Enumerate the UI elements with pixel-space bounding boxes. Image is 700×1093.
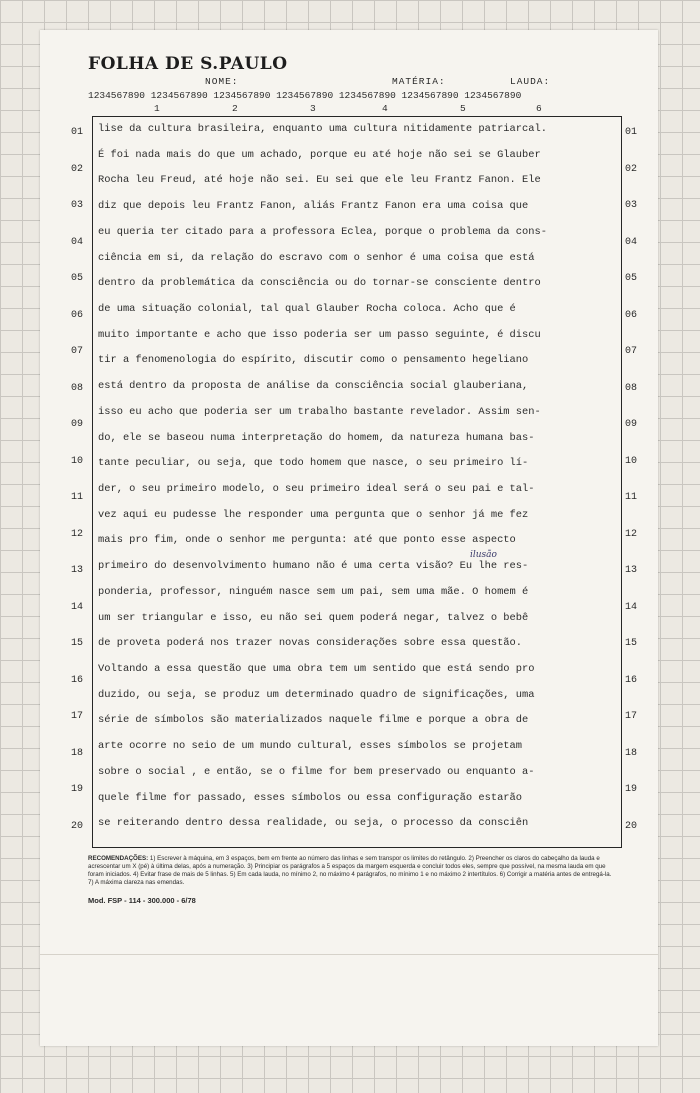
- typed-text-line: dentro da problemática da consciência ou do tornar-se consciente dentro: [98, 277, 541, 290]
- line-number-right: 06: [624, 309, 637, 321]
- line-number-left: 16: [70, 674, 83, 686]
- typed-text-line: Rocha leu Freud, até hoje não sei. Eu sei que ele leu Frantz Fanon. Ele: [98, 174, 541, 187]
- line-number-left: 09: [70, 419, 83, 431]
- line-number-left: 17: [70, 711, 83, 723]
- line-number-right: 19: [624, 784, 637, 796]
- line-number-left: 07: [70, 346, 83, 358]
- typed-text-line: isso eu acho que poderia ser um trabalho bastante revelador. Assim sen-: [98, 405, 541, 418]
- typed-text-line: tir a fenomenologia do espírito, discutir como o pensamento hegeliano: [98, 354, 529, 367]
- typed-text-line: der, o seu primeiro modelo, o seu primeiro ideal será o seu pai e tal-: [98, 483, 535, 495]
- typed-text-line: ponderia, professor, ninguém nasce sem um pai, sem uma mãe. O homem é: [98, 585, 529, 598]
- line-number-left: 05: [70, 273, 83, 285]
- materia-label: MATÉRIA:: [392, 76, 446, 87]
- handwritten-correction: ilusão: [470, 550, 497, 560]
- column-ruler: 1234567890 1234567890 1234567890 1234567890 1234567890 1234567890 1234567890: [88, 90, 522, 101]
- line-number-left: 19: [70, 784, 83, 796]
- line-number-left: 12: [70, 528, 83, 540]
- line-number-left: 08: [70, 382, 83, 394]
- line-number-left: 10: [70, 455, 83, 467]
- line-number-right: 15: [624, 638, 637, 650]
- typed-text-line: muito importante e acho que isso poderia ser um passo seguinte, é discu: [98, 328, 541, 341]
- newspaper-brand: FOLHA DE S.PAULO: [88, 54, 288, 74]
- line-number-left: 11: [70, 492, 83, 504]
- line-number-left: 14: [70, 601, 83, 613]
- line-number-right: 04: [624, 236, 637, 248]
- typed-text-line: lise da cultura brasileira, enquanto uma cultura nitidamente patriarcal.: [98, 123, 547, 135]
- paper-fold-line: [40, 954, 658, 955]
- typed-text-line: um ser triangular e isso, eu não sei quem poderá negar, talvez o bebê: [98, 611, 529, 624]
- typed-text-line: vez aqui eu pudesse lhe responder uma pergunta que o senhor já me fez: [98, 508, 529, 521]
- typed-text-line: primeiro do desenvolvimento humano não é uma certa visão? Eu lhe res-: [98, 560, 529, 573]
- typed-text-line: sobre o social , e então, se o filme for bem preservado ou enquanto a-: [98, 765, 535, 778]
- typed-text-line: de proveta poderá nos trazer novas considerações sobre essa questão.: [98, 637, 523, 650]
- line-number-right: 13: [624, 565, 637, 577]
- recommendations-text: 1) Escrever à máquina, em 3 espaços, bem em frente ao número das linhas e sem transpor os limites do retângulo. 2) Preencher os claros do cabeçalho da lauda e acrescentar um X (pé) à última delas, após a numeração. 3) Principiar os parágrafos a 5 espaços da margem esquerda e concluir todos eles, sempre que possível, na mesma lauda em que foram iniciados. 4) Evitar frase de mais de 5 linhas. 5) Em cada lauda, no mínimo 2, no máximo 4 parágrafos, no mínimo 1 e no máximo 2 intertítulos. 6) Corrigir a matéria antes de entregá-la. 7) A máxima clareza nas emendas.: [88, 855, 612, 886]
- form-code: Mod. FSP - 114 - 300.000 - 6/78: [88, 896, 196, 905]
- typed-text-line: está dentro da proposta de análise da consciência social glauberiana,: [98, 380, 529, 393]
- line-number-right: 10: [624, 455, 637, 467]
- typed-text-line: eu queria ter citado para a professora Eclea, porque o problema da cons-: [98, 225, 547, 238]
- line-number-left: 13: [70, 565, 83, 577]
- line-number-right: 18: [624, 747, 637, 759]
- typed-text-line: Voltando a essa questão que uma obra tem um sentido que está sendo pro: [98, 663, 535, 675]
- line-number-right: 17: [624, 711, 637, 723]
- line-number-right: 14: [624, 601, 637, 613]
- typed-text-line: ciência em si, da relação do escravo com o senhor é uma coisa que está: [98, 251, 535, 264]
- line-number-left: 20: [70, 820, 83, 832]
- ruler-ten-mark: 5: [460, 103, 466, 114]
- line-number-right: 05: [624, 273, 637, 285]
- line-number-right: 16: [624, 674, 637, 686]
- line-number-left: 15: [70, 638, 83, 650]
- typed-text-line: de uma situação colonial, tal qual Glauber Rocha coloca. Acho que é: [98, 303, 516, 315]
- typed-text-line: do, ele se baseou numa interpretação do homem, da natureza humana bas-: [98, 431, 535, 444]
- typed-manuscript-sheet: [40, 30, 658, 1046]
- ruler-ten-mark: 6: [536, 103, 542, 114]
- typed-text-line: se reiterando dentro dessa realidade, ou seja, o processo da consciên: [98, 817, 529, 830]
- ruler-ten-mark: 2: [232, 103, 238, 114]
- typed-text-line: arte ocorre no seio de um mundo cultural, esses símbolos se projetam: [98, 740, 523, 753]
- typed-text-line: É foi nada mais do que um achado, porque eu até hoje não sei se Glauber: [98, 148, 541, 161]
- line-number-left: 06: [70, 309, 83, 321]
- ruler-ten-mark: 4: [382, 103, 388, 114]
- line-number-right: 02: [624, 163, 637, 175]
- line-number-left: 03: [70, 200, 83, 212]
- lauda-label: LAUDA:: [510, 76, 551, 87]
- line-number-right: 20: [624, 820, 637, 832]
- typed-text-line: quele filme for passado, esses símbolos ou essa configuração estarão: [98, 791, 523, 804]
- line-number-right: 08: [624, 382, 637, 394]
- typed-text-line: diz que depois leu Frantz Fanon, aliás Frantz Fanon era uma coisa que: [98, 200, 529, 213]
- nome-label: NOME:: [205, 76, 239, 87]
- line-number-right: 03: [624, 200, 637, 212]
- recommendations-label: RECOMENDAÇÕES:: [88, 855, 149, 862]
- line-number-right: 01: [624, 127, 637, 139]
- line-number-right: 12: [624, 528, 637, 540]
- typed-text-line: mais pro fim, onde o senhor me pergunta: até que ponto esse aspecto: [98, 534, 516, 547]
- line-number-left: 18: [70, 747, 83, 759]
- ruler-ten-mark: 1: [154, 103, 160, 114]
- line-number-right: 11: [624, 492, 637, 504]
- line-number-left: 01: [70, 127, 83, 139]
- typed-text-line: duzido, ou seja, se produz um determinado quadro de significações, uma: [98, 688, 535, 701]
- line-number-right: 07: [624, 346, 637, 358]
- typed-text-line: série de símbolos são materializados naquele filme e porque a obra de: [98, 714, 529, 727]
- line-number-right: 09: [624, 419, 637, 431]
- line-number-left: 02: [70, 163, 83, 175]
- line-number-left: 04: [70, 236, 83, 248]
- ruler-ten-mark: 3: [310, 103, 316, 114]
- typed-text-line: tante peculiar, ou seja, que todo homem que nasce, o seu primeiro lí-: [98, 457, 529, 470]
- recommendations-footer: [88, 855, 613, 887]
